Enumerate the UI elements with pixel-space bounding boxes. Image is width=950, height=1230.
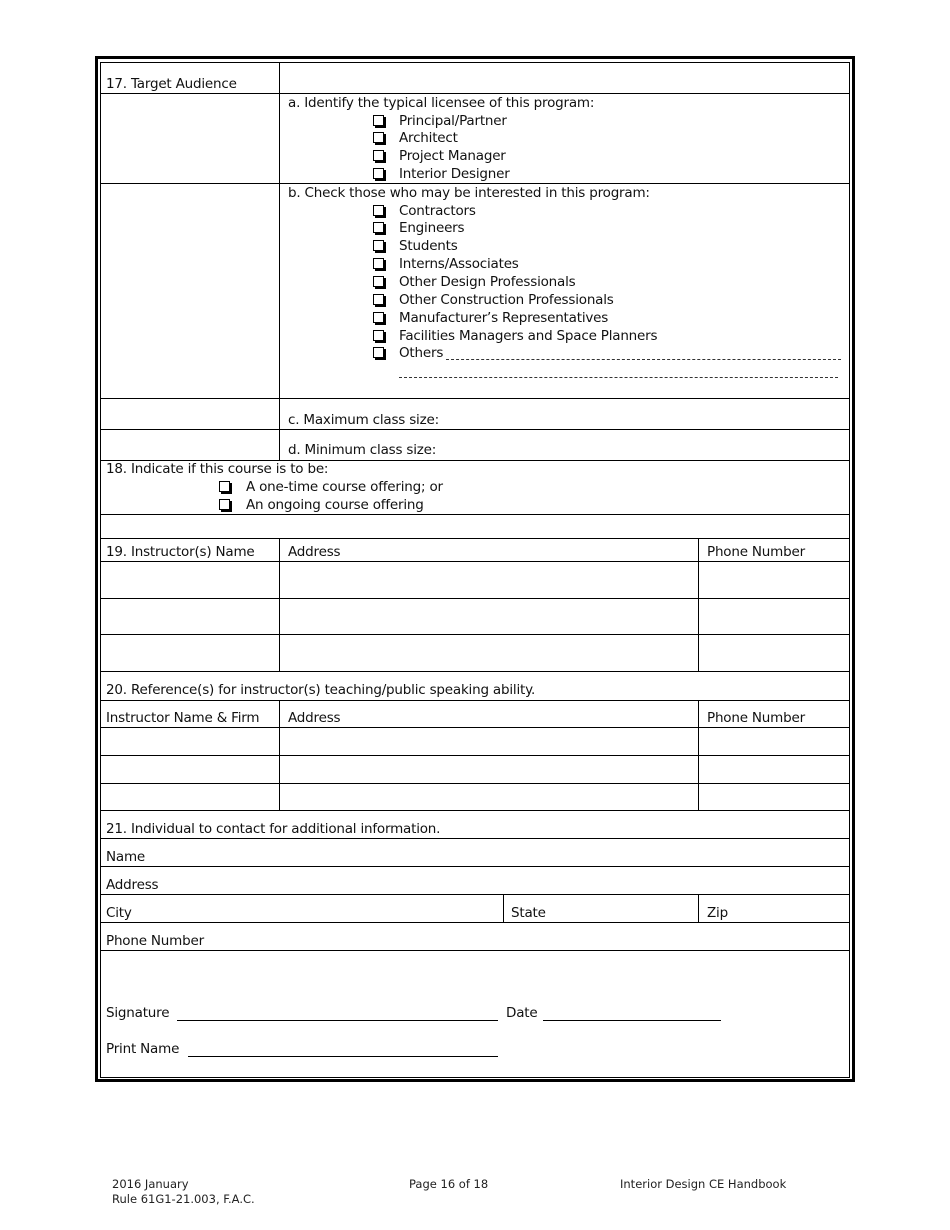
contact-name-label: Name xyxy=(106,849,146,865)
section-20-title: 20. Reference(s) for instructor(s) teaching/public speaking ability. xyxy=(106,682,536,698)
address-header: Address xyxy=(288,544,341,560)
contact-phone-label: Phone Number xyxy=(106,933,204,949)
option-label: Manufacturer’s Representatives xyxy=(399,310,609,326)
row-divider xyxy=(100,183,849,184)
option-label: Project Manager xyxy=(399,148,506,164)
row-divider xyxy=(100,922,849,923)
option-label: Students xyxy=(399,238,458,254)
row-divider xyxy=(100,398,849,399)
footer-handbook-title: Interior Design CE Handbook xyxy=(620,1177,787,1191)
checkbox-icon[interactable] xyxy=(373,205,384,216)
checkbox-icon[interactable] xyxy=(373,132,384,143)
col-divider xyxy=(698,538,699,671)
footer-page-number: Page 16 of 18 xyxy=(409,1177,489,1191)
col-divider xyxy=(503,894,504,922)
row-divider xyxy=(100,429,849,430)
contact-zip-label: Zip xyxy=(707,905,728,921)
checkbox-icon[interactable] xyxy=(373,240,384,251)
checkbox-icon[interactable] xyxy=(373,115,384,126)
option-label: Architect xyxy=(399,130,458,146)
row-divider xyxy=(100,634,849,635)
col-divider xyxy=(279,538,280,671)
row-divider xyxy=(100,598,849,599)
row-divider xyxy=(100,838,849,839)
footer-date: 2016 January xyxy=(112,1177,189,1191)
option-label: An ongoing course offering xyxy=(246,497,424,513)
option-label: Other Design Professionals xyxy=(399,274,576,290)
row-divider xyxy=(100,866,849,867)
option-label: Facilities Managers and Space Planners xyxy=(399,328,658,344)
signature-label: Signature xyxy=(106,1005,170,1021)
print-name-label: Print Name xyxy=(106,1041,180,1057)
col-divider xyxy=(698,700,699,810)
reference-name-header: Instructor Name & Firm xyxy=(106,710,260,726)
section-18-title: 18. Indicate if this course is to be: xyxy=(106,461,329,477)
row-divider xyxy=(100,894,849,895)
min-class-size-label: d. Minimum class size: xyxy=(288,442,437,458)
row-divider xyxy=(100,93,849,94)
row-divider xyxy=(100,727,849,728)
section-17-title: 17. Target Audience xyxy=(106,76,237,92)
col-divider xyxy=(279,700,280,810)
checkbox-icon[interactable] xyxy=(373,222,384,233)
row-divider xyxy=(100,671,849,672)
option-label: Interior Designer xyxy=(399,166,510,182)
col-divider xyxy=(279,62,280,460)
checkbox-icon[interactable] xyxy=(373,276,384,287)
option-label: Engineers xyxy=(399,220,465,236)
row-divider xyxy=(100,950,849,951)
checkbox-icon[interactable] xyxy=(373,330,384,341)
checkbox-icon[interactable] xyxy=(373,168,384,179)
checkbox-icon[interactable] xyxy=(373,258,384,269)
option-label: A one-time course offering; or xyxy=(246,479,443,495)
print-name-line[interactable] xyxy=(188,1056,498,1057)
section-21-title: 21. Individual to contact for additional information. xyxy=(106,821,441,837)
checkbox-icon[interactable] xyxy=(373,294,384,305)
others-fill-line[interactable] xyxy=(399,377,838,378)
row-divider xyxy=(100,700,849,701)
row-divider xyxy=(100,755,849,756)
row-divider xyxy=(100,538,849,539)
option-label: Contractors xyxy=(399,203,476,219)
checkbox-icon[interactable] xyxy=(219,481,230,492)
others-fill-line[interactable] xyxy=(446,359,841,360)
phone-header: Phone Number xyxy=(707,710,805,726)
col-divider xyxy=(698,894,699,922)
section-17b-label: b. Check those who may be interested in this program: xyxy=(288,185,650,201)
checkbox-icon[interactable] xyxy=(373,150,384,161)
checkbox-icon[interactable] xyxy=(373,347,384,358)
contact-address-label: Address xyxy=(106,877,159,893)
contact-state-label: State xyxy=(511,905,546,921)
footer-rule: Rule 61G1-21.003, F.A.C. xyxy=(112,1192,255,1206)
row-divider xyxy=(100,810,849,811)
option-label: Interns/Associates xyxy=(399,256,519,272)
row-divider xyxy=(100,514,849,515)
checkbox-icon[interactable] xyxy=(373,312,384,323)
address-header: Address xyxy=(288,710,341,726)
section-17a-label: a. Identify the typical licensee of this program: xyxy=(288,95,595,111)
date-line[interactable] xyxy=(543,1020,721,1021)
row-divider xyxy=(100,561,849,562)
date-label: Date xyxy=(506,1005,538,1021)
row-divider xyxy=(100,783,849,784)
option-label: Principal/Partner xyxy=(399,113,507,129)
signature-line[interactable] xyxy=(177,1020,498,1021)
option-label: Others xyxy=(399,345,444,361)
max-class-size-label: c. Maximum class size: xyxy=(288,412,439,428)
instructor-name-header: 19. Instructor(s) Name xyxy=(106,544,255,560)
phone-header: Phone Number xyxy=(707,544,805,560)
checkbox-icon[interactable] xyxy=(219,499,230,510)
option-label: Other Construction Professionals xyxy=(399,292,614,308)
contact-city-label: City xyxy=(106,905,132,921)
